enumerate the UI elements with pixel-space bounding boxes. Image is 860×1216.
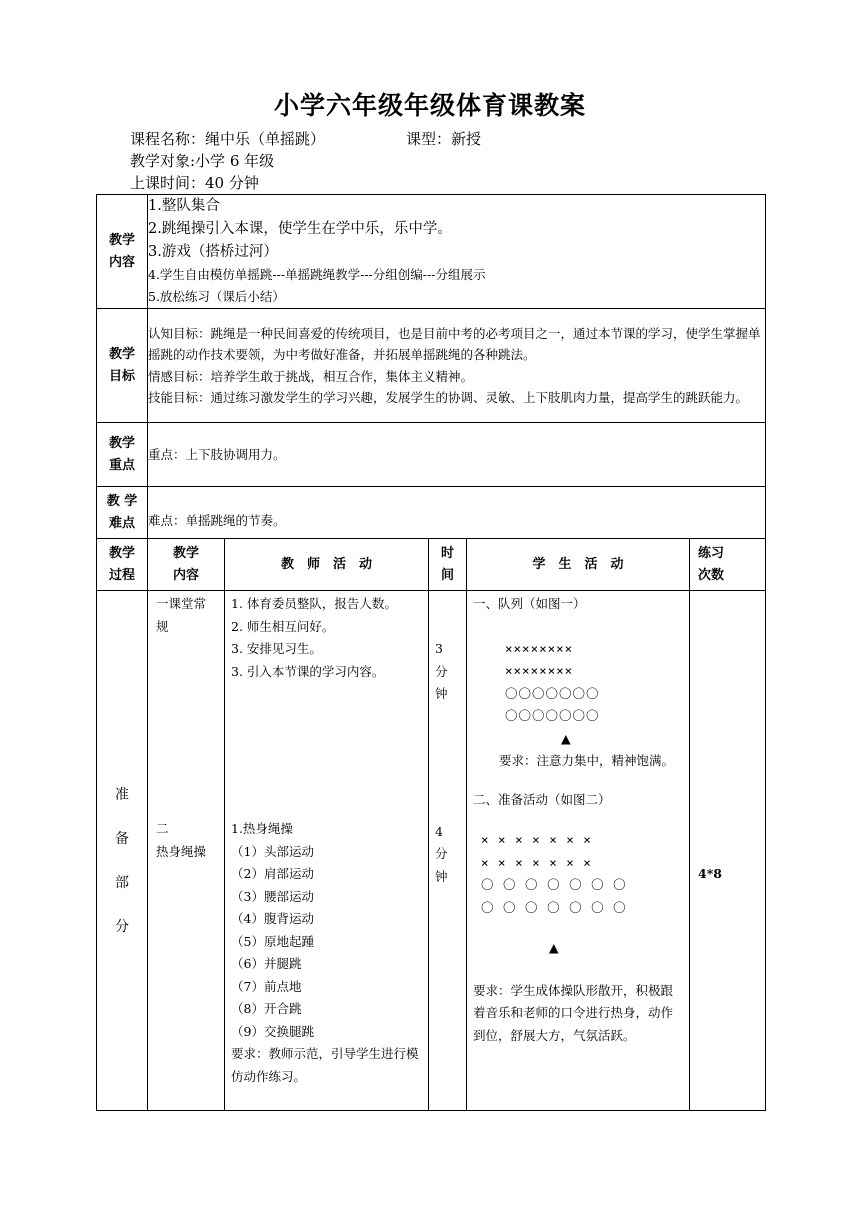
teacher-position-icon: ▲ bbox=[561, 730, 571, 746]
time-part: 4 bbox=[435, 823, 443, 839]
label-teaching-goal bbox=[97, 309, 148, 423]
reps-value: 4*8 bbox=[698, 866, 722, 881]
warmup-item: （9）交换腿跳 bbox=[231, 1023, 314, 1039]
col-content bbox=[148, 539, 225, 591]
col-process bbox=[97, 539, 148, 591]
teacher-step: 3. 安排见习生。 bbox=[231, 641, 322, 656]
label-difficulty bbox=[97, 487, 148, 539]
content-warmup: 二 bbox=[156, 821, 169, 836]
document-title: 小学六年级年级体育课教案 bbox=[273, 91, 586, 120]
col-reps bbox=[690, 539, 766, 591]
col-line: 时 bbox=[440, 545, 454, 561]
row-teaching-content bbox=[97, 195, 766, 309]
part-char: 准 bbox=[115, 786, 129, 803]
teacher-step: 1. 体育委员整队，报告人数。 bbox=[231, 596, 397, 611]
warmup-title: 1.热身绳操 bbox=[231, 821, 293, 836]
label-line: 教学 bbox=[108, 346, 135, 362]
content-warmup-2: 热身绳操 bbox=[156, 843, 207, 859]
col-line: 教学 bbox=[172, 545, 199, 561]
content-item: 5.放松练习（课后小结） bbox=[148, 289, 285, 304]
content-item: 4.学生自由模仿单摇跳---单摇跳绳教学---分组创编---分组展示 bbox=[148, 267, 486, 282]
label-line: 难点 bbox=[108, 515, 135, 531]
formation-title-1: 一、队列（如图一） bbox=[473, 596, 586, 611]
student-row: 〇〇〇〇〇〇〇 bbox=[505, 708, 600, 723]
part-char: 备 bbox=[115, 830, 129, 847]
warmup-item: （7）前点地 bbox=[231, 978, 302, 994]
col-line: 次数 bbox=[698, 567, 725, 583]
label-line: 重点 bbox=[108, 457, 135, 473]
teacher-step: 3. 引入本节课的学习内容。 bbox=[231, 663, 385, 679]
student-row: × × × × × × × bbox=[481, 854, 592, 870]
label-key-point bbox=[97, 423, 148, 487]
student-row: 〇〇〇〇〇〇〇 bbox=[505, 685, 600, 701]
col-student-activity: 学 生 活 动 bbox=[467, 539, 690, 591]
target-line: 教学对象:小学 6 年级 bbox=[130, 152, 275, 170]
time-cell bbox=[429, 591, 467, 1111]
teacher-position-icon: ▲ bbox=[549, 940, 559, 955]
duration-line: 上课时间：40 分钟 bbox=[130, 174, 259, 192]
content-item: 2.跳绳操引入本课，使学生在学中乐，乐中学。 bbox=[148, 221, 452, 237]
warmup-requirement: 要求：教师示范，引导学生进行模仿动作练习。 bbox=[231, 1046, 419, 1084]
label-line: 教学 bbox=[108, 435, 135, 451]
label-line: 目标 bbox=[108, 368, 135, 384]
part-char: 分 bbox=[115, 918, 129, 935]
time-part: 钟 bbox=[435, 686, 448, 701]
lesson-plan-table bbox=[96, 194, 766, 1111]
prep-part-label bbox=[97, 591, 148, 1111]
reps-cell bbox=[690, 591, 766, 1111]
prep-content-cell bbox=[148, 591, 225, 1111]
col-line: 过程 bbox=[108, 567, 135, 583]
col-line: 间 bbox=[440, 567, 454, 583]
formation-requirement-1: 要求：注意力集中，精神饱满。 bbox=[499, 753, 675, 768]
col-time bbox=[429, 539, 467, 591]
formation-diagram-1 bbox=[473, 638, 683, 728]
label-line: 教学 bbox=[108, 232, 135, 248]
label-teaching-content bbox=[97, 195, 148, 309]
column-header-row bbox=[97, 539, 766, 591]
content-routine: 一课堂常 bbox=[156, 596, 207, 611]
student-activity-cell bbox=[467, 591, 690, 1111]
course-line bbox=[130, 129, 481, 149]
warmup-item: （3）腰部运动 bbox=[231, 888, 314, 904]
student-row: 〇 〇 〇 〇 〇 〇 〇 bbox=[481, 877, 627, 892]
student-row: ×××××××× bbox=[505, 640, 574, 656]
content-item: 1.整队集合 bbox=[148, 198, 220, 214]
goal-skill: 技能目标：通过练习激发学生的学习兴趣，发展学生的协调、灵敏、上下肢肌肉力量，提高学生的跳跃能力。 bbox=[148, 390, 749, 405]
content-item: 3.游戏（搭桥过河） bbox=[148, 244, 278, 260]
formation-title-2: 二、准备活动（如图二） bbox=[473, 791, 611, 807]
student-row: 〇 〇 〇 〇 〇 〇 〇 bbox=[481, 899, 627, 915]
key-point-text: 重点：上下肢协调用力。 bbox=[148, 423, 766, 487]
formation-requirement-2: 要求：学生成体操队形散开，积极跟着音乐和老师的口令进行热身，动作到位，舒展大方，气氛活跃。 bbox=[473, 982, 674, 1043]
col-line: 练习 bbox=[698, 545, 725, 561]
course-name: 课程名称：绳中乐（单摇跳） bbox=[130, 130, 326, 148]
time-part: 分 bbox=[435, 663, 448, 679]
time-part: 3 bbox=[435, 641, 443, 656]
teacher-activity-cell bbox=[225, 591, 429, 1111]
student-row: ×××××××× bbox=[505, 663, 574, 678]
time-part: 钟 bbox=[435, 868, 448, 884]
row-key-point bbox=[97, 423, 766, 487]
row-difficulty bbox=[97, 487, 766, 539]
col-teacher-activity: 教 师 活 动 bbox=[225, 539, 429, 591]
label-line: 内容 bbox=[108, 254, 135, 270]
content-routine-2: 规 bbox=[156, 618, 169, 634]
warmup-item: （1）头部运动 bbox=[231, 843, 314, 859]
difficulty-text: 难点：单摇跳绳的节奏。 bbox=[148, 487, 766, 539]
row-teaching-goal bbox=[97, 309, 766, 423]
goal-emotional: 情感目标：培养学生敢于挑战，相互合作，集体主义精神。 bbox=[148, 368, 474, 384]
col-line: 教学 bbox=[108, 545, 135, 561]
label-line: 教 学 bbox=[106, 493, 138, 509]
warmup-item: （4）腹背运动 bbox=[231, 911, 314, 926]
teacher-step: 2. 师生相互问好。 bbox=[231, 618, 335, 634]
warmup-item: （6）并腿跳 bbox=[231, 956, 302, 971]
warmup-item: （5）原地起踵 bbox=[231, 933, 314, 949]
time-part: 分 bbox=[435, 846, 448, 861]
warmup-item: （2）肩部运动 bbox=[231, 866, 314, 881]
student-row: × × × × × × × bbox=[481, 832, 592, 847]
teaching-content-cell bbox=[148, 195, 766, 309]
course-type: 课型：新授 bbox=[406, 130, 482, 148]
col-line: 内容 bbox=[172, 567, 199, 583]
part-char: 部 bbox=[115, 874, 129, 891]
formation-diagram-2 bbox=[473, 829, 683, 919]
prep-section-row bbox=[97, 591, 766, 1111]
goal-cognitive: 认知目标：跳绳是一种民间喜爱的传统项目，也是目前中考的必考项目之一，通过本节课的学习，使学生掌握单摇跳的动作技术要领，为中考做好准备，并拓展单摇跳绳的各种跳法。 bbox=[148, 325, 761, 362]
teaching-goal-cell bbox=[148, 309, 766, 423]
warmup-item: （8）开合跳 bbox=[231, 1001, 302, 1016]
